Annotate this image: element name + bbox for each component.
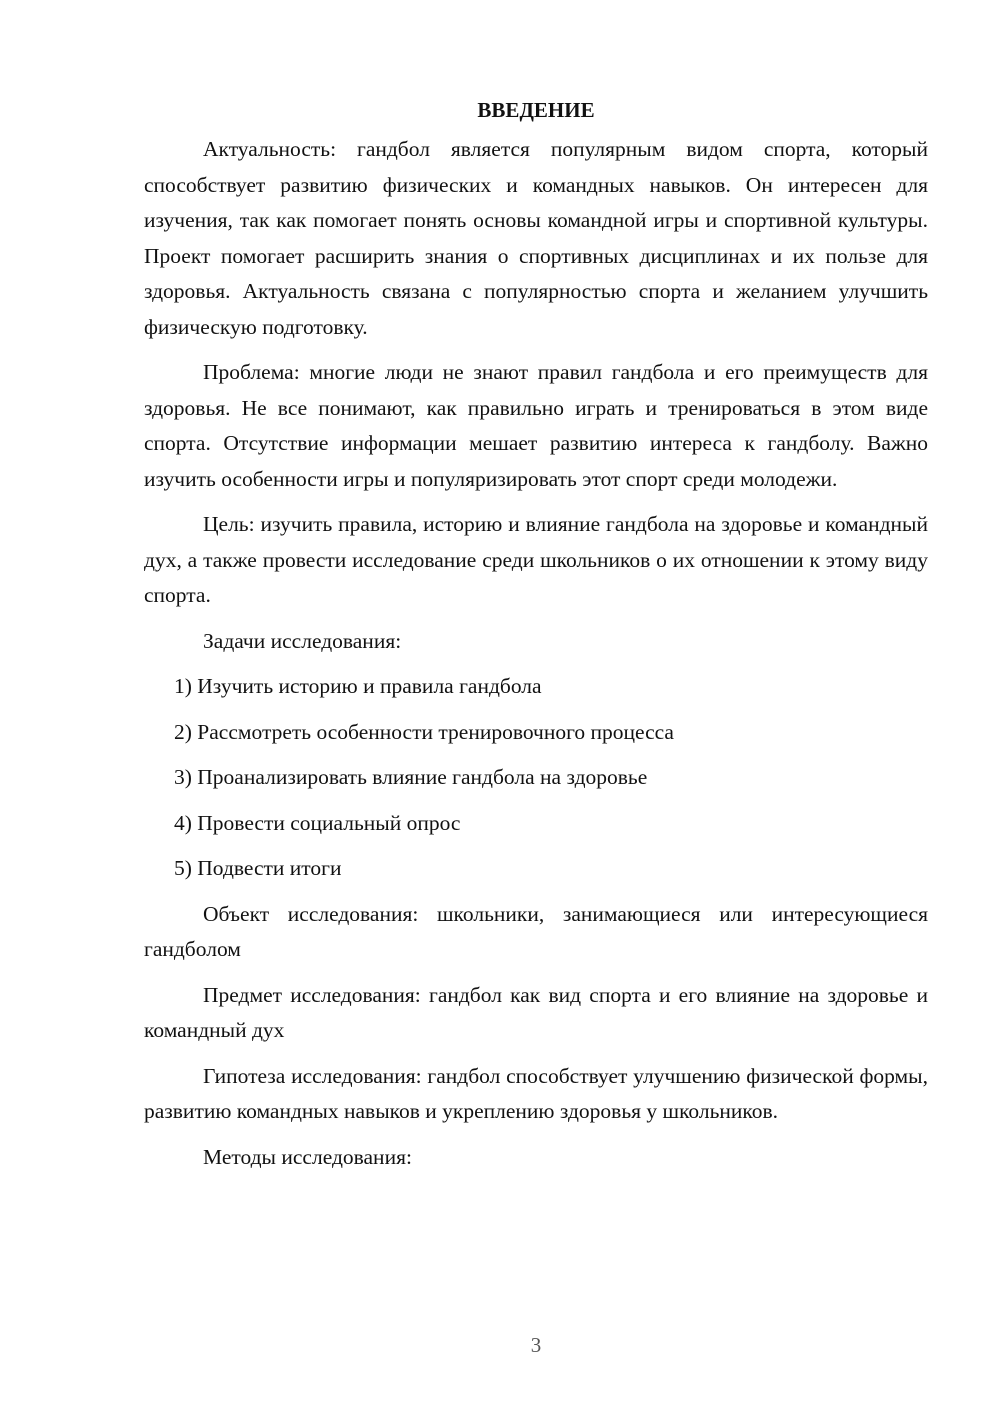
goal-paragraph: Цель: изучить правила, историю и влияние гандбола на здоровье и командный дух, а также провести исследование среди школьников о их отношении к этому виду спорта. bbox=[144, 512, 928, 607]
task-item-4: 4) Провести социальный опрос bbox=[174, 810, 461, 835]
hypothesis-paragraph: Гипотеза исследования: гандбол способствует улучшению физической формы, развитию командных навыков и укреплению здоровья у школьников. bbox=[144, 1063, 928, 1123]
task-item-1: 1) Изучить историю и правила гандбола bbox=[174, 674, 542, 698]
methods-label: Методы исследования: bbox=[203, 1144, 412, 1169]
page-number: 3 bbox=[530, 1333, 542, 1357]
task-item-5: 5) Подвести итоги bbox=[174, 856, 342, 880]
problem-paragraph: Проблема: многие люди не знают правил гандбола и его преимуществ для здоровья. Не все понимают, как правильно играть и тренироваться в этом виде спорта. Отсутствие информации мешает развитию интереса к гандболу. Важно изучить особенности игры и популяризировать этот спорт среди молодежи. bbox=[144, 360, 928, 491]
page-content bbox=[144, 96, 928, 1185]
object-paragraph: Объект исследования: школьники, занимающиеся или интересующиеся гандболом bbox=[144, 901, 928, 961]
task-item-2: 2) Рассмотреть особенности тренировочного процесса bbox=[174, 719, 674, 744]
subject-paragraph: Предмет исследования: гандбол как вид спорта и его влияние на здоровье и командный дух bbox=[144, 982, 928, 1042]
relevance-paragraph: Актуальность: гандбол является популярным видом спорта, который способствует развитию физических и командных навыков. Он интересен для изучения, так как помогает понять основы командной игры и спортивной культуры. Проект помогает расширить знания о спортивных дисциплинах и их пользе для здоровья. Актуальность связана с популярностью спорта и желанием улучшить физическую подготовку. bbox=[144, 137, 928, 339]
task-item-3: 3) Проанализировать влияние гандбола на здоровье bbox=[174, 765, 648, 789]
tasks-label: Задачи исследования: bbox=[203, 628, 402, 653]
section-heading: ВВЕДЕНИЕ bbox=[477, 98, 595, 122]
